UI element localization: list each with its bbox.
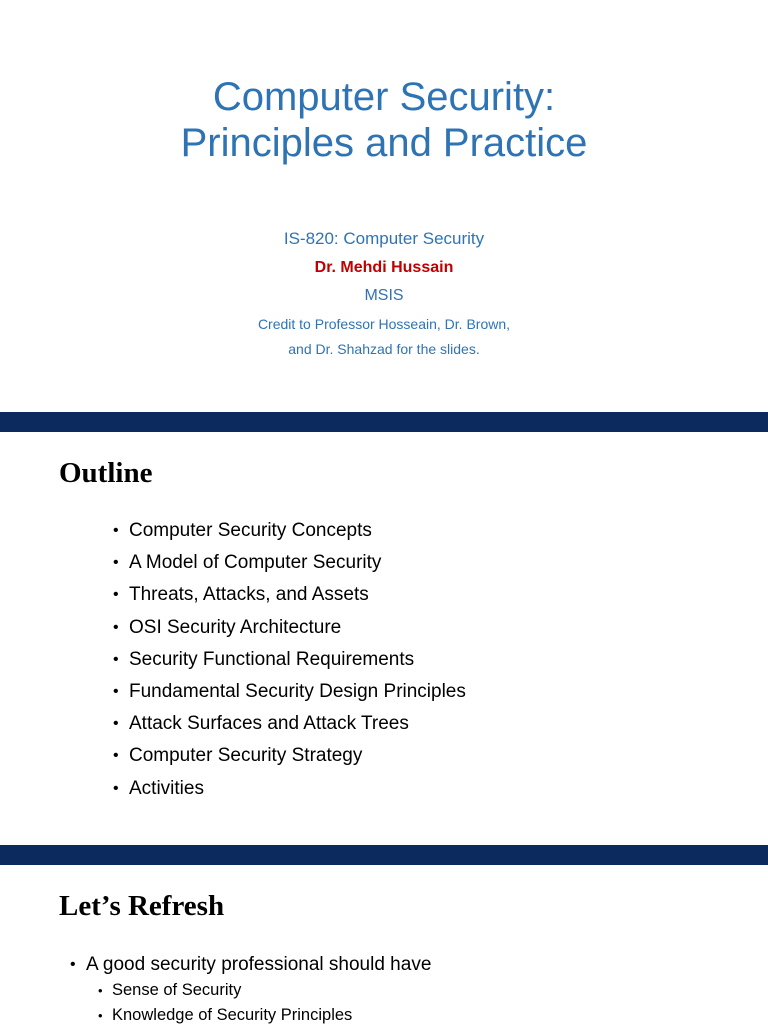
list-item xyxy=(113,518,466,550)
list-item xyxy=(113,647,466,679)
list-item xyxy=(113,615,466,647)
list-item xyxy=(113,550,466,582)
bullet-icon: • xyxy=(113,650,119,668)
refresh-point-label: A good security professional should have xyxy=(86,954,432,975)
bullet-icon: • xyxy=(113,779,119,797)
outline-heading: Outline xyxy=(59,457,153,489)
program-name: MSIS xyxy=(364,287,404,304)
outline-slide xyxy=(0,432,768,845)
bullet-icon: • xyxy=(113,715,119,733)
bullet-icon: • xyxy=(113,618,119,636)
author-name: Dr. Mehdi Hussain xyxy=(314,259,454,276)
outline-item-label: Computer Security Concepts xyxy=(129,520,372,541)
outline-list xyxy=(113,518,466,808)
outline-item-label: Threats, Attacks, and Assets xyxy=(129,584,369,606)
bullet-icon: • xyxy=(113,522,119,539)
outline-item-label: A Model of Computer Security xyxy=(129,552,382,574)
bullet-icon: • xyxy=(113,554,119,572)
outline-item-label: Computer Security Strategy xyxy=(129,745,363,767)
list-item xyxy=(113,582,466,614)
title-slide xyxy=(0,0,768,412)
list-item xyxy=(98,1003,431,1024)
course-name: IS-820: Computer Security xyxy=(283,229,485,248)
outline-item-label: Activities xyxy=(129,777,204,799)
refresh-heading: Let’s Refresh xyxy=(59,890,225,922)
bullet-icon: • xyxy=(113,586,119,604)
refresh-sub-point-label: Sense of Security xyxy=(112,981,242,999)
outline-item-label: OSI Security Architecture xyxy=(129,616,342,638)
bullet-icon: • xyxy=(98,983,103,998)
bullet-icon: • xyxy=(113,682,119,700)
list-item xyxy=(113,776,466,808)
bullet-icon: • xyxy=(113,747,119,765)
outline-item-label: Attack Surfaces and Attack Trees xyxy=(129,713,409,735)
bullet-icon: • xyxy=(70,956,76,973)
refresh-slide xyxy=(0,865,768,1024)
title-line-1: Computer Security: xyxy=(212,75,556,119)
list-item xyxy=(98,978,431,1003)
refresh-sub-point-label: Knowledge of Security Principles xyxy=(112,1006,353,1024)
slide-divider xyxy=(0,845,768,865)
list-item xyxy=(113,679,466,711)
outline-item-label: Fundamental Security Design Principles xyxy=(129,680,466,702)
bullet-icon: • xyxy=(98,1008,103,1023)
title-line-2: Principles and Practice xyxy=(180,121,588,165)
list-item xyxy=(113,743,466,775)
refresh-list xyxy=(70,952,431,1024)
slide-divider xyxy=(0,412,768,432)
list-item xyxy=(70,952,431,1024)
credit-line-2: and Dr. Shahzad for the slides. xyxy=(288,341,480,357)
outline-item-label: Security Functional Requirements xyxy=(129,648,415,670)
list-item xyxy=(113,711,466,743)
credit-line-1: Credit to Professor Hosseain, Dr. Brown, xyxy=(257,316,511,332)
refresh-sub-list xyxy=(70,978,431,1024)
